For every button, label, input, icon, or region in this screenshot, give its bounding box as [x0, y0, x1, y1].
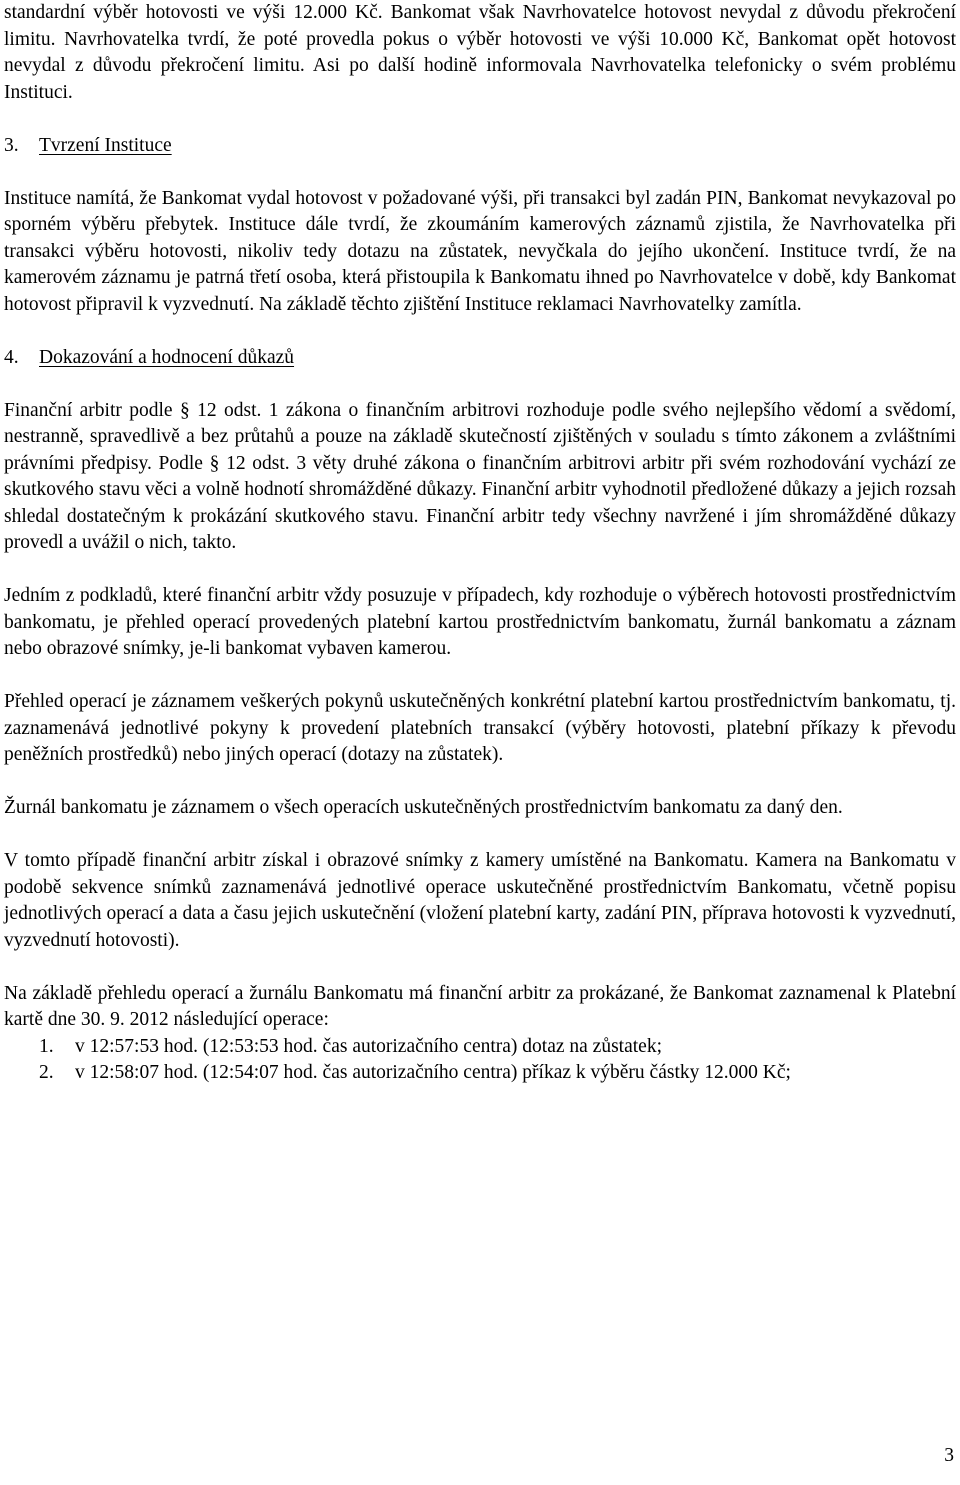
paragraph-arbiter-rule: Finanční arbitr podle § 12 odst. 1 zákona o finančním arbitrovi rozhoduje podle svého nejlepšího vědomí a svědomí, nestranně, spravedlivě a bez průtahů a pouze na základě skutečností zjištěných v souladu s tímto zákonem a zvláštními právními předpisy. Podle § 12 odst. 3 věty druhé zákona o finančním arbitrovi arbitr při svém rozhodování vychází ze skutkového stavu věci a volně hodnotí shromážděné důkazy. Finanční arbitr vyhodnotil předložené důkazy a jejich rozsah shledal dostatečným k prokázání skutkového stavu. Finanční arbitr tedy všechny navržené i jím shromážděné důkazy provedl a uvážil o nich, takto. [4, 399, 956, 553]
paragraph-operations-intro: Na základě přehledu operací a žurnálu Bankomatu má finanční arbitr za prokázané, že Bankomat zaznamenal k Platební kartě dne 30. 9. 2012 následující operace: [4, 982, 956, 1030]
paragraph-journal: Žurnál bankomatu je záznamem o všech operacích uskutečněných prostřednictvím bankomatu za daný den. [4, 797, 843, 818]
spacer [4, 663, 956, 690]
paragraph-documents: Jedním z podkladů, které finanční arbitr vždy posuzuje v případech, kdy rozhoduje o výběrech hotovosti prostřednictvím bankomatu, je přehled operací provedených platební kartou prostřednictvím bankomatu, žurnál bankomatu a záznam nebo obrazové snímky, je-li bankomat vybaven kamerou. [4, 585, 956, 659]
list-item-number: 2. [39, 1062, 54, 1083]
spacer [4, 557, 956, 584]
paragraph-intro: standardní výběr hotovosti ve výši 12.000 Kč. Bankomat však Navrhovatelce hotovost nevydal z důvodu překročení limitu. Navrhovatelka tvrdí, že poté provedla pokus o výběr hotovosti ve výši 10.000 Kč, Bankomat opět hotovost nevydal z důvodu překročení limitu. Asi po další hodině informovala Navrhovatelka telefonicky o svém problému Instituci. [4, 2, 956, 103]
spacer [4, 769, 956, 796]
section-title: Tvrzení Instituce [39, 134, 172, 156]
list-item-number: 1. [39, 1035, 54, 1057]
operations-list [4, 1034, 956, 1087]
page-number: 3 [944, 1445, 954, 1466]
spacer [4, 371, 956, 398]
paragraph-institution-claim: Instituce namítá, že Bankomat vydal hotovost v požadované výši, při transakci byl zadán PIN, Bankomat nevykazoval po sporném výběru přebytek. Instituce dále tvrdí, že zkoumáním kamerových záznamů zjistila, že Navrhovatelka při transakci výběru hotovosti, nikoliv tedy dotazu na zůstatek, nevyčkala do jejího ukončení. Instituce tvrdí, že na kamerovém záznamu je patrná třetí osoba, která přistoupila k Bankomatu ihned po Navrhovatelce v době, kdy Bankomat hotovost připravil k vyzvednutí. Na základě těchto zjištění Instituce reklamaci Navrhovatelky zamítla. [4, 187, 956, 315]
spacer [4, 954, 956, 981]
spacer [4, 318, 956, 345]
section-number: 3. [4, 134, 19, 156]
document-page [4, 0, 956, 1087]
list-item-text: v 12:57:53 hod. (12:53:53 hod. čas autorizačního centra) dotaz na zůstatek; [75, 1035, 662, 1057]
section-heading-4 [4, 345, 956, 372]
section-heading-3 [4, 133, 956, 160]
spacer [4, 106, 956, 133]
section-title: Dokazování a hodnocení důkazů [39, 346, 295, 368]
paragraph-operations-overview: Přehled operací je záznamem veškerých pokynů uskutečněných konkrétní platební kartou prostřednictvím bankomatu, tj. zaznamenává jednotlivé pokyny k provedení platebních transakcí (výběry hotovosti, platební příkazy k převodu peněžních prostředků) nebo jiných operací (dotazy na zůstatek). [4, 691, 956, 765]
spacer [4, 159, 956, 186]
paragraph-camera: V tomto případě finanční arbitr získal i obrazové snímky z kamery umístěné na Bankomatu. Kamera na Bankomatu v podobě sekvence snímků zaznamenává jednotlivé operace uskutečněné prostřednictvím Bankomatu, včetně popisu jednotlivých operací a data a času jejich uskutečnění (vložení platební karty, zadání PIN, příprava hotovosti k vyzvednutí, vyzvednutí hotovosti). [4, 850, 956, 951]
spacer [4, 822, 956, 849]
list-item [4, 1060, 956, 1087]
section-number: 4. [4, 346, 19, 368]
list-item [4, 1034, 956, 1061]
list-item-text: v 12:58:07 hod. (12:54:07 hod. čas autorizačního centra) příkaz k výběru částky 12.000 Kč; [75, 1062, 791, 1083]
